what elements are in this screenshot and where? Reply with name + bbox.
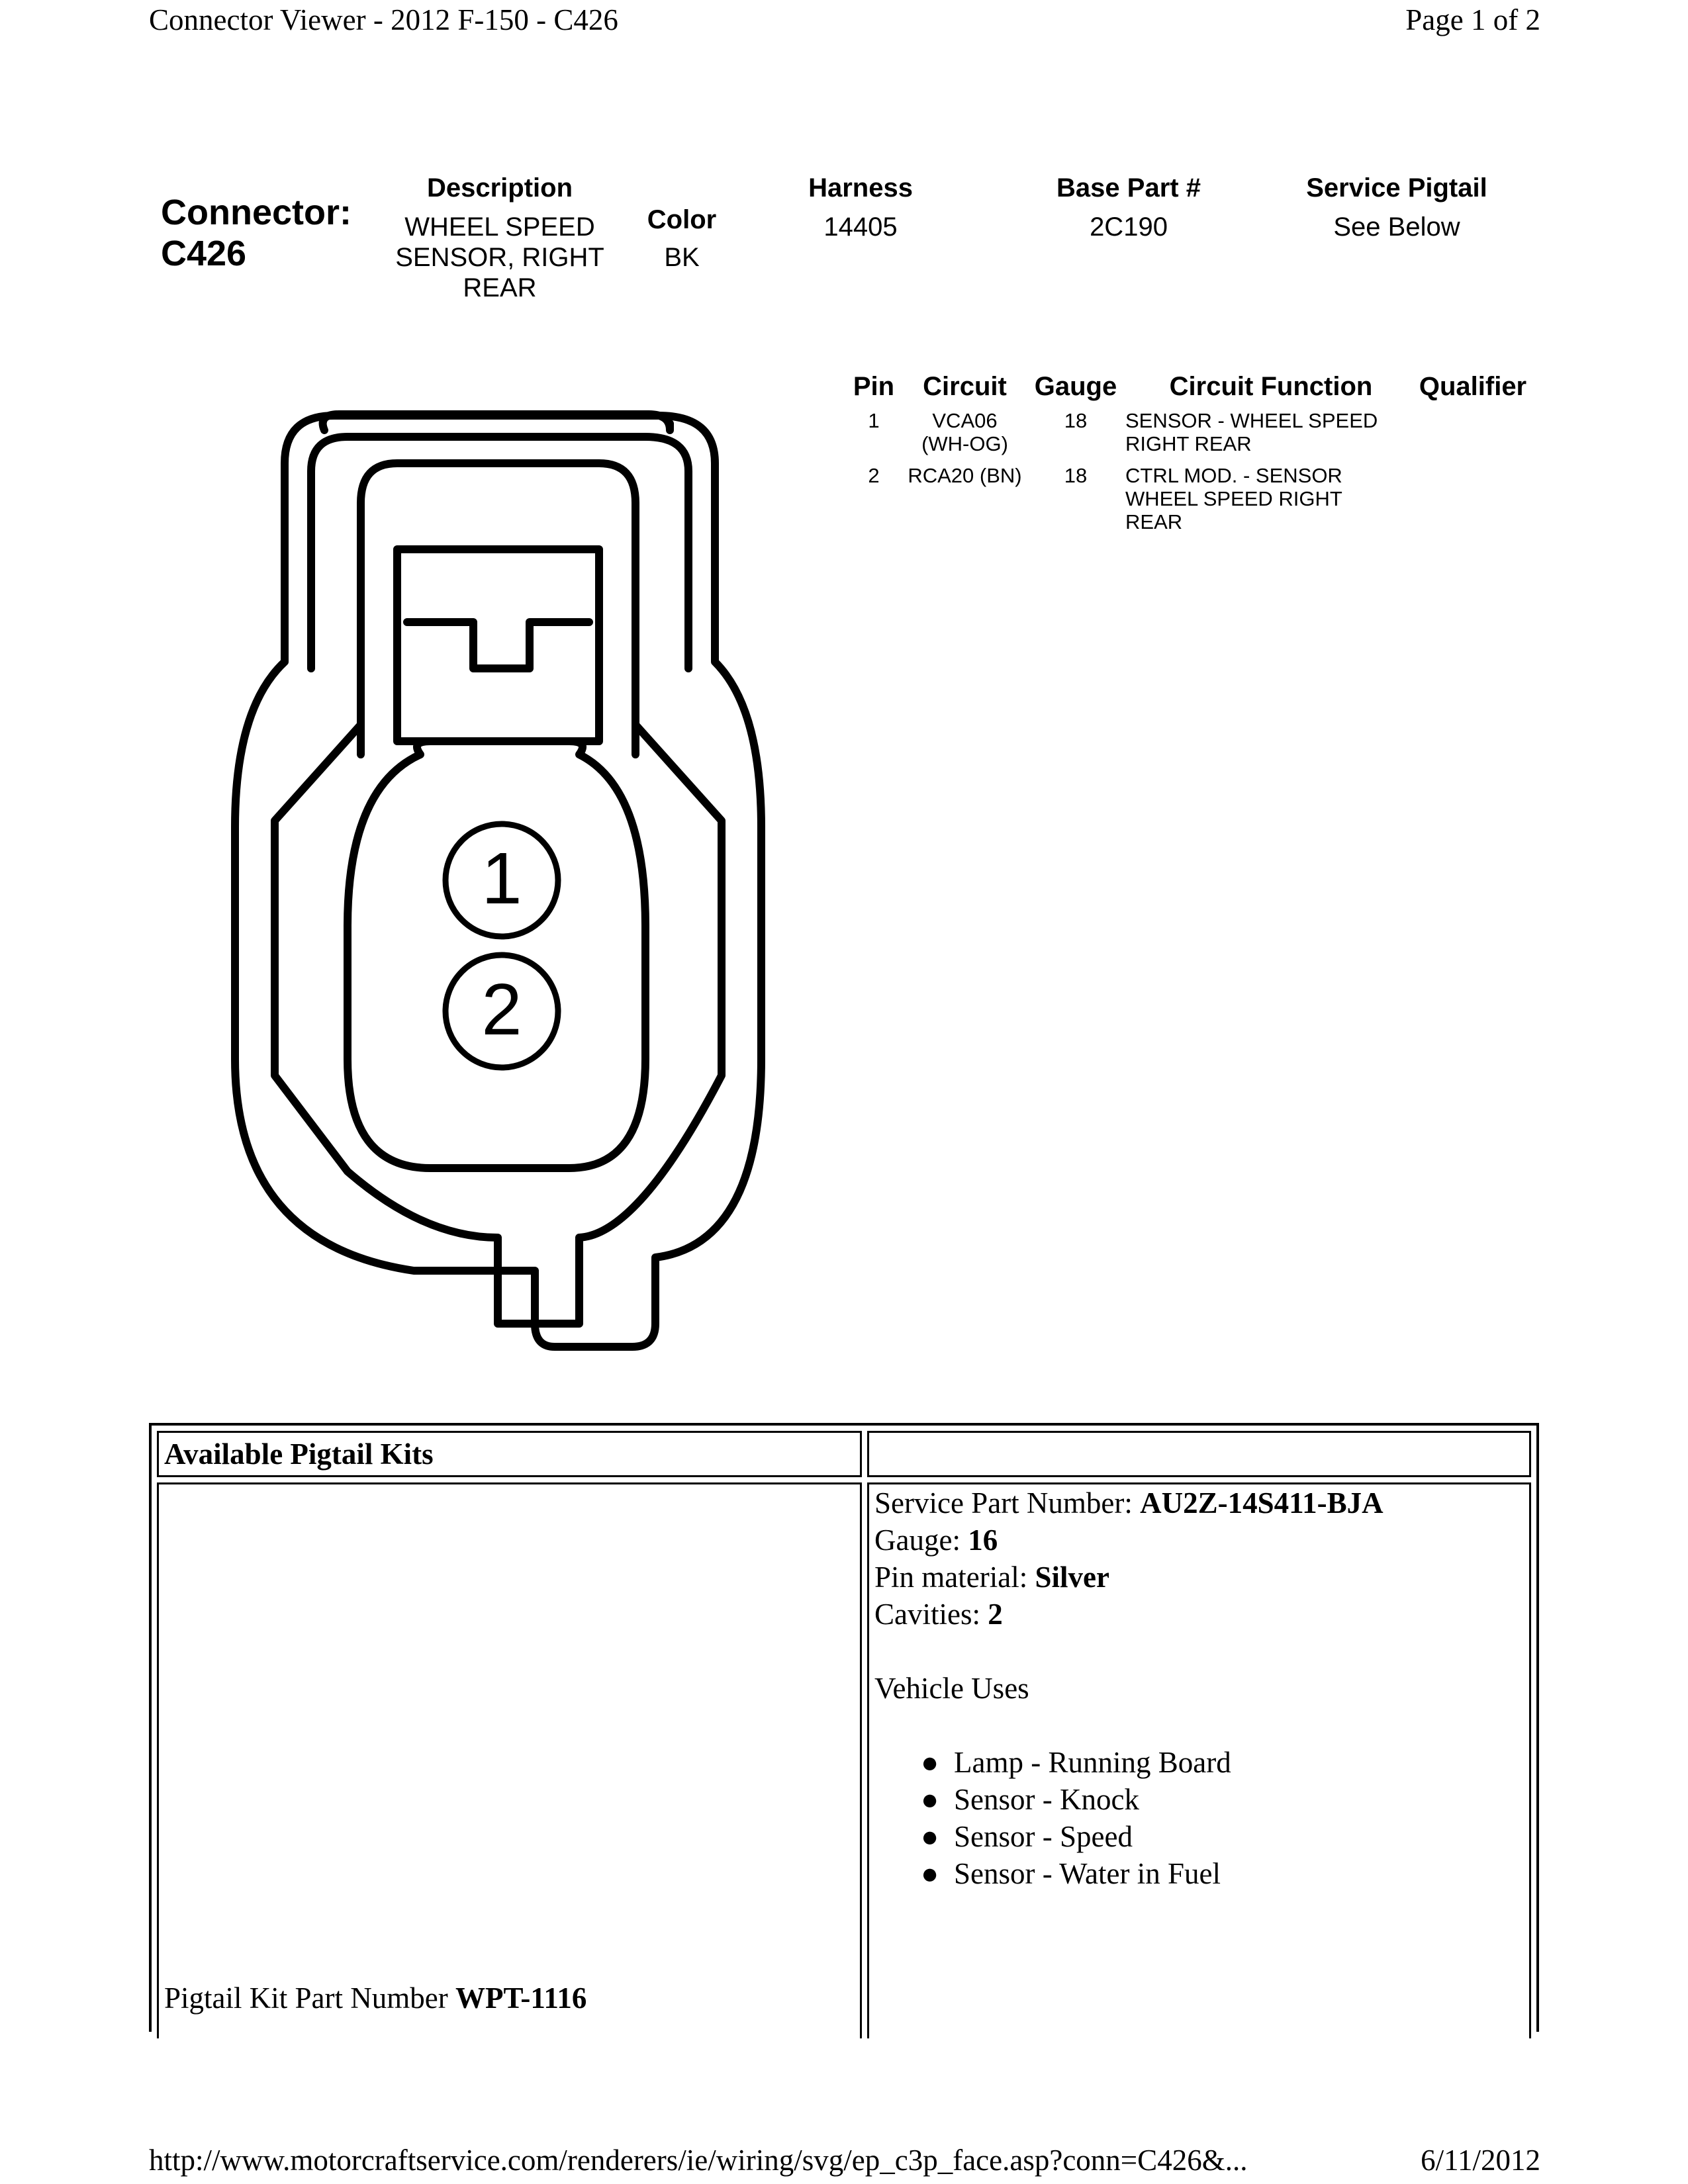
pin-material-label: Pin material:: [874, 1561, 1028, 1594]
service-pigtail-header: Service Pigtail: [1306, 173, 1487, 203]
list-item: [921, 1744, 1523, 1781]
circuit-col-header: Circuit: [923, 372, 1007, 401]
function-col-header: Circuit Function: [1169, 372, 1373, 401]
bullet-icon: ●: [921, 1857, 939, 1890]
color-value: BK: [664, 243, 700, 272]
gauge-value: 16: [968, 1524, 998, 1557]
description-line: REAR: [463, 273, 537, 302]
bullet-icon: ●: [921, 1783, 939, 1816]
cavities-value: 2: [988, 1598, 1003, 1631]
bullet-icon: ●: [921, 1746, 939, 1779]
footer-date: 6/11/2012: [1421, 2144, 1540, 2177]
pin-material-value: Silver: [1035, 1561, 1109, 1594]
pin-2-label: 2: [481, 969, 522, 1050]
circuit-line: RCA20 (BN): [908, 464, 1022, 487]
vehicle-uses-list: [921, 1744, 1523, 1892]
pin-cell: 2: [868, 464, 880, 487]
circuit-cell: [894, 464, 1036, 487]
pin-cell: 1: [868, 409, 880, 432]
pigtail-kit-cell: [157, 1482, 862, 2038]
bullet-icon: ●: [921, 1820, 939, 1853]
latch-notch-outline: [407, 622, 589, 668]
circuit-cell: [910, 409, 1019, 455]
vehicle-use-text: Sensor - Speed: [954, 1820, 1133, 1853]
connector-label: Connector:: [161, 193, 352, 232]
vehicle-use-text: Sensor - Water in Fuel: [954, 1857, 1221, 1890]
vehicle-uses-heading: Vehicle Uses: [874, 1672, 1029, 1705]
gauge-line: [874, 1522, 1523, 1559]
circuit-line: (WH-OG): [921, 432, 1008, 455]
function-line: CTRL MOD. - SENSOR: [1125, 464, 1342, 487]
connector-face-drawing: [218, 390, 814, 1383]
connector-id: C426: [161, 234, 247, 273]
service-pigtail-value: See Below: [1333, 212, 1460, 242]
function-cell: [1125, 409, 1403, 455]
service-part-line: [874, 1484, 1523, 1522]
cavities-line: [874, 1596, 1523, 1633]
pigtail-kit-number: WPT-1116: [455, 1981, 587, 2015]
description-line: WHEEL SPEED: [404, 212, 595, 242]
pigtail-table: [149, 1423, 1539, 2032]
pigtail-title-right-cell: [867, 1431, 1531, 1477]
circuit-line: VCA06: [932, 409, 998, 432]
list-item: [921, 1818, 1523, 1855]
list-item: [921, 1781, 1523, 1818]
pigtail-kit-line: [164, 1979, 586, 2017]
document-title: Connector Viewer - 2012 F-150 - C426: [149, 3, 618, 36]
service-part-number: AU2Z-14S411-BJA: [1140, 1486, 1383, 1520]
pin-col-header: Pin: [853, 372, 895, 401]
function-line: REAR: [1125, 510, 1183, 533]
harness-value: 14405: [823, 212, 898, 242]
page-number: Page 1 of 2: [1405, 3, 1540, 36]
pigtail-title: Available Pigtail Kits: [164, 1437, 434, 1471]
description-value: [367, 212, 632, 303]
color-header: Color: [647, 205, 717, 234]
pigtail-details-cell: [867, 1482, 1531, 2038]
cavities-label: Cavities:: [874, 1598, 980, 1631]
latch-window-outline: [361, 463, 635, 754]
function-line: SENSOR - WHEEL SPEED: [1125, 409, 1378, 432]
harness-header: Harness: [808, 173, 913, 203]
gauge-cell: 18: [1064, 464, 1088, 487]
vehicle-use-text: Lamp - Running Board: [954, 1746, 1231, 1779]
pin-material-line: [874, 1559, 1523, 1596]
pigtail-kit-label: Pigtail Kit Part Number: [164, 1981, 448, 2015]
description-line: SENSOR, RIGHT: [395, 243, 604, 272]
list-item: [921, 1855, 1523, 1892]
gauge-cell: 18: [1064, 409, 1088, 432]
base-part-value: 2C190: [1090, 212, 1168, 242]
pin-1-label: 1: [481, 838, 522, 919]
pigtail-details: [874, 1484, 1523, 1892]
gauge-col-header: Gauge: [1034, 372, 1117, 401]
vehicle-use-text: Sensor - Knock: [954, 1783, 1139, 1816]
pigtail-title-cell: [157, 1431, 862, 1477]
function-line: RIGHT REAR: [1125, 432, 1252, 455]
base-part-header: Base Part #: [1056, 173, 1201, 203]
description-header: Description: [426, 173, 573, 203]
service-part-label: Service Part Number:: [874, 1486, 1133, 1520]
qualifier-col-header: Qualifier: [1419, 372, 1527, 401]
gauge-label: Gauge:: [874, 1524, 961, 1557]
latch-rectangle: [397, 549, 599, 741]
connector-heading: [161, 192, 352, 274]
function-line: WHEEL SPEED RIGHT: [1125, 487, 1342, 510]
function-cell: [1125, 464, 1403, 533]
footer-url: http://www.motorcraftservice.com/renderers/ie/wiring/svg/ep_c3p_face.asp?conn=C426&...: [149, 2144, 1248, 2177]
